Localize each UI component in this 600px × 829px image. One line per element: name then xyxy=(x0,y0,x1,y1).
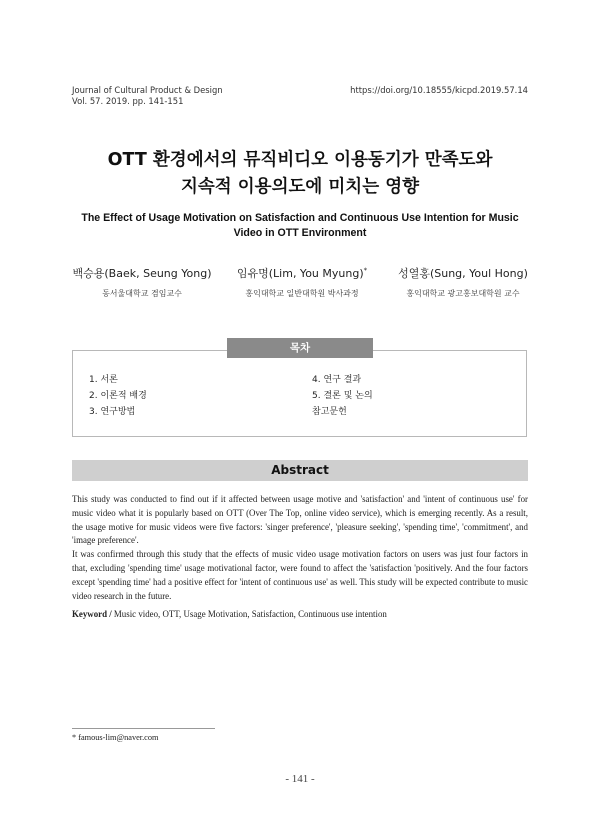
toc-item[interactable]: 1. 서론 xyxy=(89,375,118,385)
doi-link[interactable]: https://doi.org/10.18555/kicpd.2019.57.14 xyxy=(350,85,528,95)
journal-info xyxy=(72,85,223,107)
toc-item[interactable]: 3. 연구방법 xyxy=(89,407,136,417)
author-affiliation: 동서울대학교 겸임교수 xyxy=(102,289,182,298)
volume-info: Vol. 57. 2019. pp. 141-151 xyxy=(72,96,184,106)
abstract-body xyxy=(72,493,528,603)
toc-item[interactable]: 5. 결론 및 논의 xyxy=(312,391,373,401)
author-1 xyxy=(62,265,222,299)
author-2 xyxy=(222,265,382,299)
english-title: The Effect of Usage Motivation on Satisfaction and Continuous Use Intention for Music Video in OTT Environment xyxy=(81,212,519,239)
journal-name: Journal of Cultural Product & Design xyxy=(72,85,223,95)
author-3 xyxy=(382,265,544,299)
abstract-paragraph-1: This study was conducted to find out if it affected between usage motive and 'satisfaction' and 'intent of continuous use' for music video what it is popularly based on OTT (Over The Top, online video service), which is emerging recently. As a result, the usage motive for music videos were five factors: 'singer preference', 'pleasure seeking', 'spending time', 'commitment', and 'image preference'. xyxy=(72,494,528,546)
toc-item[interactable]: 참고문헌 xyxy=(312,407,347,417)
toc-item[interactable]: 4. 연구 결과 xyxy=(312,375,362,385)
footnote-divider xyxy=(72,728,215,729)
korean-title-line-1: OTT 환경에서의 뮤직비디오 이용동기가 만족도와 xyxy=(107,150,493,170)
toc-item[interactable]: 2. 이론적 배경 xyxy=(89,391,147,401)
abstract-paragraph-2: It was confirmed through this study that the effects of music video usage motivation factors on users was just four factors in that, excluding 'spending time' usage motivational factor, were found to affect the 'satisfaction 'positively. And the four factors except 'spending time' had a positive effect for 'intent of continuous use' as well. This study will be expected contribute to music video research in the future. xyxy=(72,549,528,601)
toc-heading: 목차 xyxy=(227,338,373,358)
author-affiliation: 홍익대학교 광고홍보대학원 교수 xyxy=(406,289,520,298)
corresponding-mark: * xyxy=(363,266,368,275)
abstract-heading: Abstract xyxy=(72,460,528,481)
keywords xyxy=(72,609,528,619)
korean-title-line-2: 지속적 이용의도에 미치는 영향 xyxy=(180,177,420,197)
toc-left-column xyxy=(89,372,147,420)
korean-title xyxy=(0,147,600,201)
author-name: 백승용(Baek, Seung Yong) xyxy=(72,267,212,280)
page-number: - 141 - xyxy=(285,773,315,785)
toc-right-column xyxy=(312,372,373,420)
keyword-list: Music video, OTT, Usage Motivation, Satisfaction, Continuous use intention xyxy=(113,609,387,619)
footnote-email: * famous-lim@naver.com xyxy=(72,733,159,742)
keyword-label: Keyword / xyxy=(72,609,112,619)
author-affiliation: 홍익대학교 일반대학원 박사과정 xyxy=(245,289,359,298)
author-name: 성열홍(Sung, Youl Hong) xyxy=(398,267,528,280)
author-name: 임유명(Lim, You Myung) xyxy=(236,267,364,280)
